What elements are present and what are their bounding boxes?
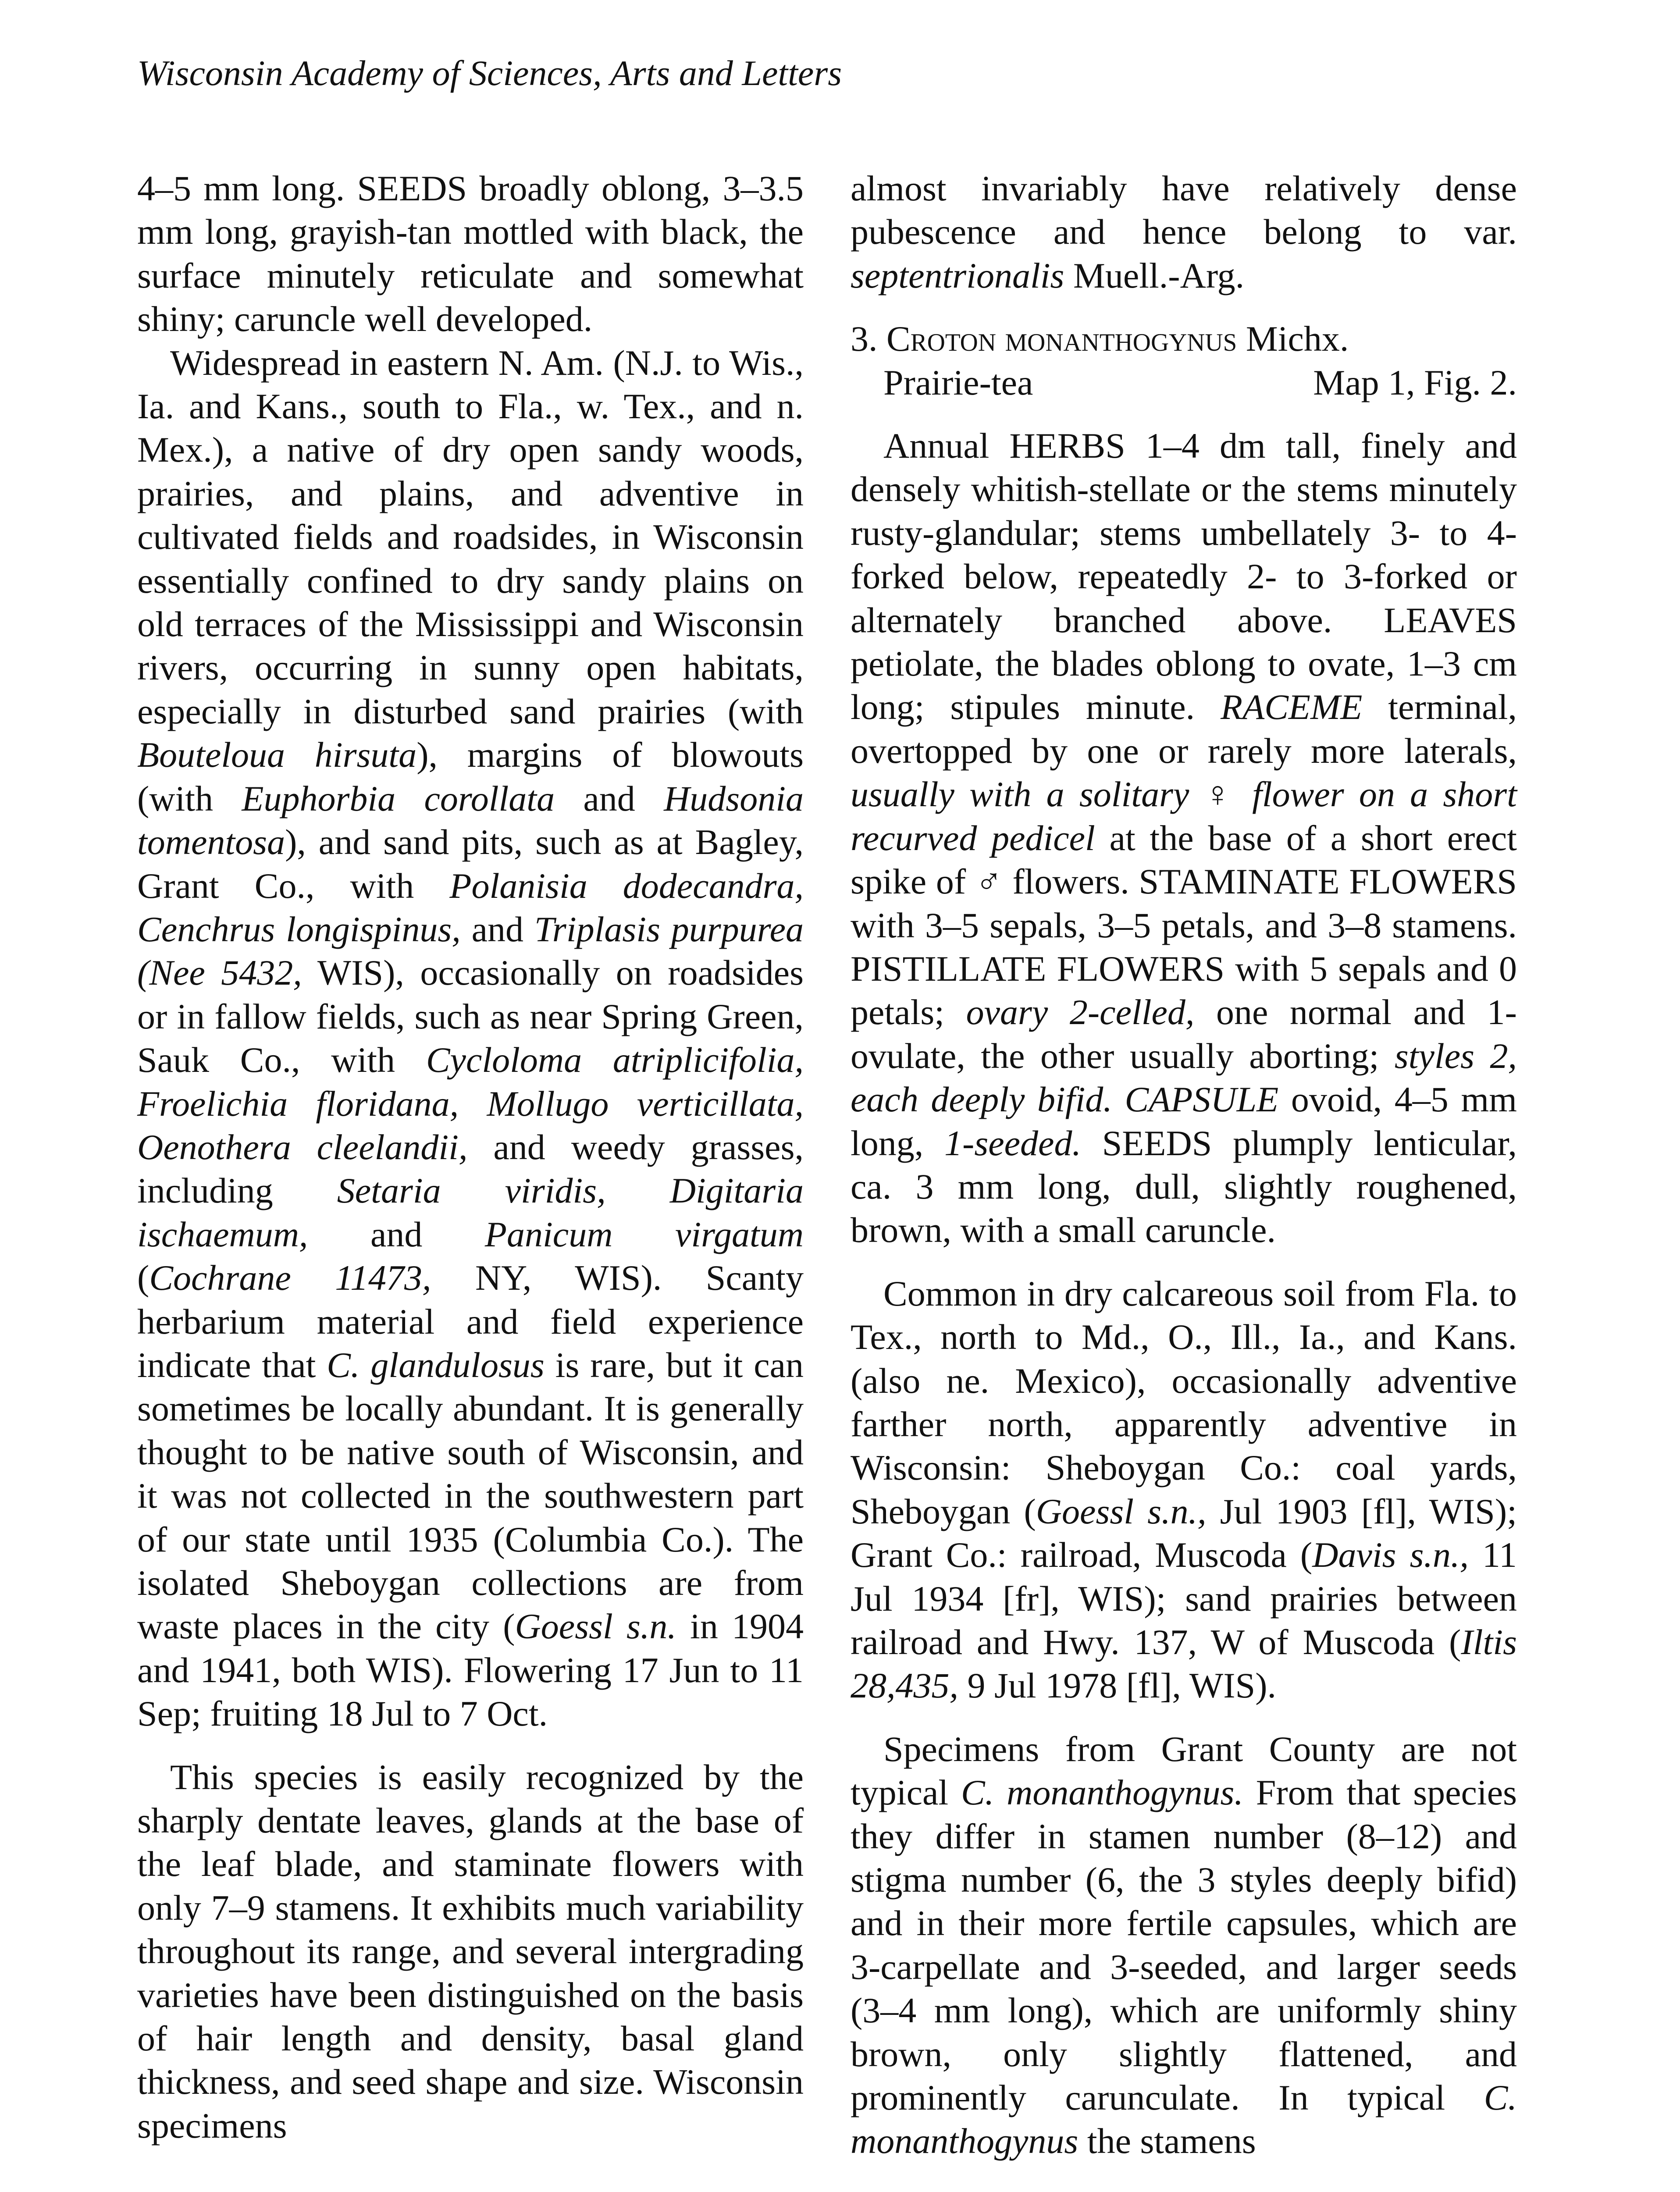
italic-text-run: RACEME <box>1221 687 1363 727</box>
running-header: Wisconsin Academy of Sciences, Arts and Letters <box>137 53 842 93</box>
paragraph-varieties <box>851 167 1517 297</box>
text-run: Specimens from Grant County are not typical <box>851 1729 1517 1813</box>
italic-text-run: C. glandulosus <box>327 1345 545 1385</box>
italic-text-run: styles 2, each deeply bifid. CAPSULE <box>851 1036 1517 1120</box>
text-run: at the base of a short erect spike of ♂ flowers. STAMINATE FLOWERS with 3–5 sepals, 3–5 petals, and 3–8 stamens. PISTILLATE FLOWERS with 5 sepals and 0 petals; <box>851 818 1517 1032</box>
italic-text-run: Panicum virgatum <box>484 1214 804 1254</box>
italic-text-run: Davis s.n., <box>1312 1535 1469 1575</box>
text-run: and <box>308 1214 485 1254</box>
text-run: and weedy grasses, including <box>137 1127 804 1211</box>
italic-text-run: Euphorbia corollata <box>242 778 555 818</box>
text-run: From that species they differ in stamen number (8–12) and stigma number (6, the 3 styles deeply bifid) and in their more fertile capsules, which are 3-carpellate and 3-seeded, and larger seeds (3–4 mm long), which are uniformly shiny brown, only slightly flattened, and prominently carunculate. In typical <box>851 1772 1517 2118</box>
italic-text-run: C. monanthogynus. <box>961 1772 1243 1813</box>
italic-text-run: Bouteloua hirsuta <box>137 735 417 775</box>
italic-text-run: septentrionalis <box>851 255 1064 295</box>
paragraph-seed-description <box>137 167 804 341</box>
italic-text-run: Goessl s.n. <box>515 1606 676 1647</box>
text-run: almost invariably have relatively dense pubescence and hence belong to var. <box>851 168 1517 252</box>
species-heading <box>851 317 1517 360</box>
italic-text-run: ovary 2-celled, <box>966 992 1195 1032</box>
italic-text-run: Setaria viridis, Digitaria ischaemum, <box>137 1171 804 1254</box>
paragraph-identification <box>137 1755 804 2148</box>
text-run: and <box>555 778 664 818</box>
text-run: ( <box>137 1258 149 1298</box>
italic-text-run: Hudsonia tomentosa <box>137 778 804 862</box>
text-run: ovoid, 4–5 mm long, <box>851 1079 1517 1163</box>
italic-text-run: C. monanthogynus <box>851 2078 1517 2161</box>
text-run: WIS), occasionally on roadsides or in fallow fields, such as near Spring Green, Sauk Co., with <box>137 953 804 1080</box>
text-run: Common in dry calcareous soil from Fla. to Tex., north to Md., O., Ill., Ia., and Kans. (also ne. Mexico), occasionally adventive farther north, apparently adventive in Wisconsin: Sheboygan Co.: coal yards, Sheboygan ( <box>851 1273 1517 1531</box>
text-run: Annual HERBS 1–4 dm tall, finely and densely whitish-stellate or the stems minutely rusty-glandular; stems umbellately 3- to 4-forked below, repeatedly 2- to 3-forked or alternately branched above. LEAVES petiolate, the blades oblong to ovate, 1–3 cm long; stipules minute. <box>851 426 1517 727</box>
text-run: SEEDS plumply lenticular, ca. 3 mm long, dull, slightly roughened, brown, with a small caruncle. <box>851 1123 1517 1250</box>
paragraph-species-description <box>851 424 1517 1252</box>
text-run: Jul 1903 [fl], WIS); Grant Co.: railroad, Muscoda ( <box>851 1491 1517 1575</box>
text-run: in 1904 and 1941, both WIS). Flowering 17 Jun to 11 Sep; fruiting 18 Jul to 7 Oct. <box>137 1606 804 1734</box>
left-column <box>137 167 804 2147</box>
italic-text-run: Iltis 28,435, <box>851 1622 1517 1706</box>
text-run: terminal, overtopped by one or rarely more laterals, <box>851 687 1517 771</box>
text-run: NY, WIS). Scanty herbarium material and field experience indicate that <box>137 1258 804 1385</box>
text-run: 11 Jul 1934 [fr], WIS); sand prairies between railroad and Hwy. 137, W of Muscoda ( <box>851 1535 1517 1662</box>
italic-text-run: Goessl s.n., <box>1036 1491 1207 1531</box>
map-figure-reference: Map 1, Fig. 2. <box>1313 362 1517 402</box>
italic-text-run: usually with a solitary ♀ flower on a short recurved pedicel <box>851 774 1517 858</box>
italic-text-run: Cochrane 11473, <box>149 1258 431 1298</box>
text-run: This species is easily recognized by the sharply dentate leaves, glands at the base of the leaf blade, and staminate flowers with only 7–9 stamens. It exhibits much variability throughout its range, and several intergrading varieties have been distinguished on the basis of hair length and density, basal gland thickness, and seed shape and size. Wisconsin specimens <box>137 1757 804 2146</box>
italic-text-run: Triplasis purpurea (Nee 5432, <box>137 909 804 993</box>
italic-text-run: 1-seeded. <box>944 1123 1081 1163</box>
common-name-line <box>883 361 1517 404</box>
text-run: and <box>460 909 534 949</box>
paragraph-habitat <box>851 1272 1517 1708</box>
text-run: 4–5 mm long. SEEDS broadly oblong, 3–3.5 mm long, grayish-tan mottled with black, the surface minutely reticulate and somewhat shiny; caruncle well developed. <box>137 168 804 339</box>
paragraph-grant-county <box>851 1727 1517 2163</box>
text-run: 9 Jul 1978 [fl], WIS). <box>958 1665 1277 1706</box>
species-author: Michx. <box>1246 319 1349 359</box>
paragraph-distribution <box>137 341 804 1736</box>
text-run: ), and sand pits, such as at Bagley, Grant Co., with <box>137 822 804 906</box>
text-run: Muell.-Arg. <box>1064 255 1245 295</box>
species-name: Croton monanthogynus <box>886 319 1237 359</box>
common-name: Prairie-tea <box>883 362 1033 402</box>
right-column <box>851 167 1517 2163</box>
species-number: 3. <box>851 319 878 359</box>
text-run: ), margins of blowouts (with <box>137 735 804 818</box>
text-run: Widespread in eastern N. Am. (N.J. to Wis., Ia. and Kans., south to Fla., w. Tex., and n. Mex.), a native of dry open sandy woods, prairies, and plains, and adventive in cultivated fields and roadsides, in Wisconsin essentially confined to dry sandy plains on old terraces of the Mississippi and Wisconsin rivers, occurring in sunny open habitats, especially in disturbed sand prairies (with <box>137 342 804 731</box>
text-run: one normal and 1-ovulate, the other usually aborting; <box>851 992 1517 1076</box>
italic-text-run: Polanisia dodecandra, Cenchrus longispinus, <box>137 865 804 949</box>
italic-text-run: Cycloloma atriplicifolia, Froelichia floridana, Mollugo verticillata, Oenothera cleelandii, <box>137 1040 804 1167</box>
text-run: is rare, but it can sometimes be locally abundant. It is generally thought to be native south of Wisconsin, and it was not collected in the southwestern part of our state until 1935 (Columbia Co.). The isolated Sheboygan collections are from waste places in the city ( <box>137 1345 804 1647</box>
text-run: the stamens <box>1078 2121 1256 2161</box>
